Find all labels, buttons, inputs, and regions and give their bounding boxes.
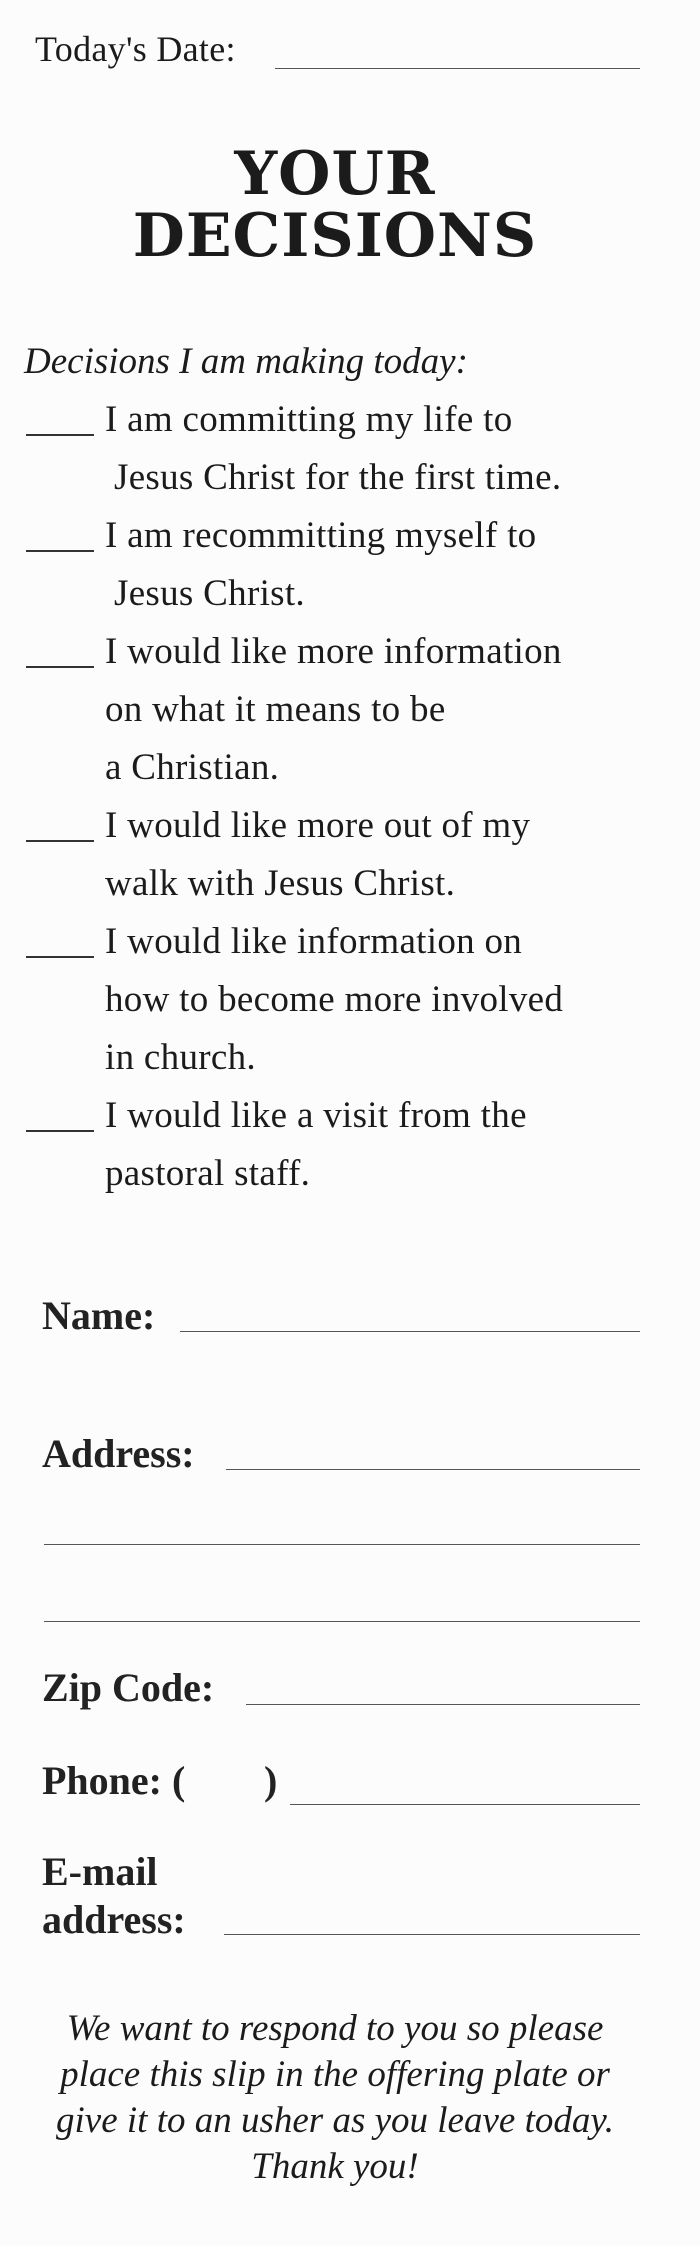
item-6-line-1: I would like a visit from the — [105, 1095, 527, 1136]
footer-line-1: We want to respond to you so please — [66, 2008, 604, 2049]
item-3-line-2: on what it means to be — [105, 689, 446, 730]
item-5-line-2: how to become more involved — [105, 979, 564, 1020]
item-2-line-2: Jesus Christ. — [114, 573, 305, 614]
email-label-line2: address: — [42, 1897, 186, 1942]
page-title-line1: YOUR — [234, 139, 436, 209]
item-1-line-2: Jesus Christ for the first time. — [114, 457, 562, 498]
page-title-line2: DECISIONS — [132, 201, 538, 271]
decisions-subheading: Decisions I am making today: — [24, 341, 468, 382]
email-label-line1: E-mail — [42, 1849, 158, 1894]
name-label: Name: — [42, 1293, 156, 1338]
item-4-line-1: I would like more out of my — [105, 805, 531, 846]
phone-field[interactable] — [290, 1804, 640, 1805]
footer-line-3: give it to an usher as you leave today. — [56, 2100, 614, 2141]
item-3-line-1: I would like more information — [105, 631, 562, 672]
footer-line-2: place this slip in the offering plate or — [60, 2054, 610, 2095]
item-5-line-3: in church. — [105, 1037, 256, 1078]
checkbox-blank-1[interactable] — [26, 434, 94, 436]
footer-note — [10, 2006, 660, 2190]
footer-line-4: Thank you! — [251, 2146, 419, 2187]
checkbox-blank-4[interactable] — [26, 840, 94, 842]
item-3-line-3: a Christian. — [105, 747, 280, 788]
phone-close-paren: ) — [264, 1758, 278, 1803]
item-6-line-2: pastoral staff. — [105, 1153, 311, 1194]
zip-code-field[interactable] — [246, 1704, 640, 1705]
item-5-line-1: I would like information on — [105, 921, 523, 962]
email-field[interactable] — [224, 1934, 640, 1935]
checkbox-blank-2[interactable] — [26, 550, 94, 552]
address-field-2[interactable] — [44, 1544, 640, 1545]
date-label: Today's Date: — [35, 29, 236, 69]
name-field[interactable] — [180, 1331, 640, 1332]
checkbox-blank-6[interactable] — [26, 1130, 94, 1132]
phone-label: Phone: ( — [42, 1758, 186, 1803]
item-4-line-2: walk with Jesus Christ. — [105, 863, 456, 904]
checkbox-blank-3[interactable] — [26, 666, 94, 668]
address-label: Address: — [42, 1431, 195, 1476]
address-field-3[interactable] — [44, 1621, 640, 1622]
checkbox-blank-5[interactable] — [26, 956, 94, 958]
address-field-1[interactable] — [226, 1469, 640, 1470]
item-1-line-1: I am committing my life to — [105, 399, 513, 440]
zip-code-label: Zip Code: — [42, 1665, 215, 1710]
item-2-line-1: I am recommitting myself to — [105, 515, 537, 556]
date-field[interactable] — [275, 68, 640, 69]
